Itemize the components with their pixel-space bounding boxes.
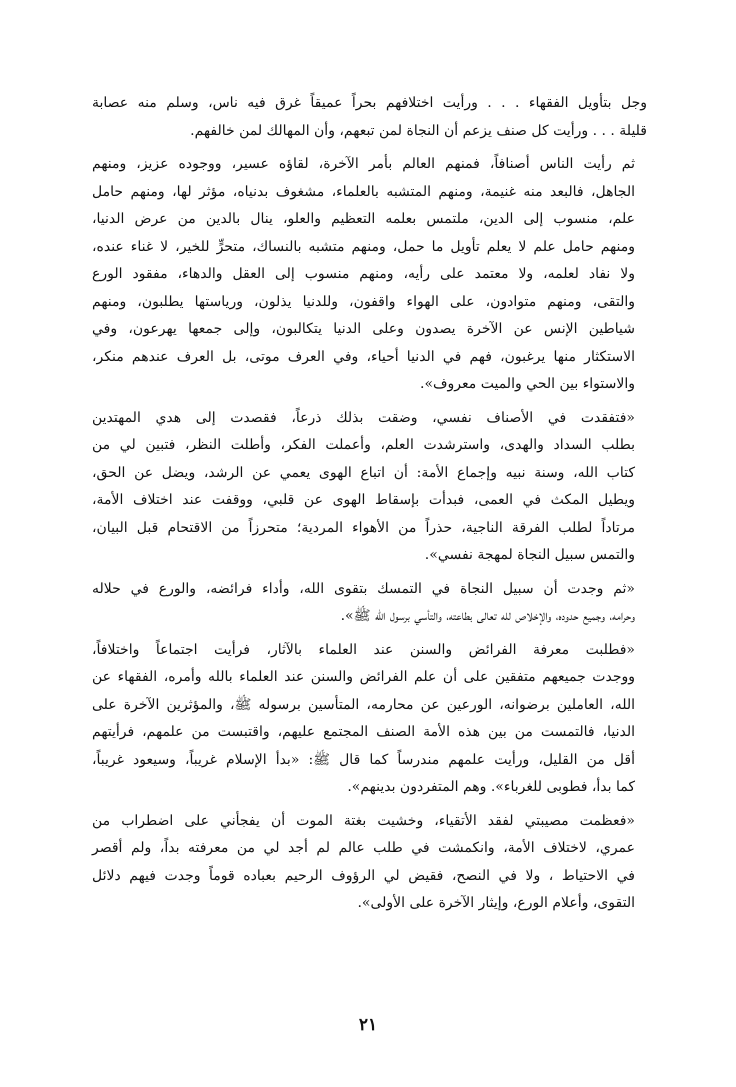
paragraph — [92, 151, 647, 399]
text-line: شياطين الإنس عن الآخرة يصدون وعلى الدنيا يتكالبون، وإلى جمعها يهرعون، وفي — [92, 321, 635, 337]
text-line: «ثم وجدت أن سبيل النجاة في التمسك بتقوى الله، وأداء فرائضه، والورع في حلاله — [92, 580, 635, 597]
text-line: الدنيا، فالتمست من بين هذه الأمة الصنف المجتمع عليهم، واقتبست من علمهم، فرأيتهم — [92, 724, 635, 740]
text-line: مرتاداً لطلب الفرقة الناجية، حذراً من الأهواء المردية؛ متحرزاً من الاقتحام قبل البيان، — [92, 519, 635, 536]
text-line: في الاحتياط ، ولا في النصح، فقيض لي الرؤوف الرحيم بعباده قوماً وجدت فيهم دلائل — [92, 867, 635, 884]
text-line: قليلة . . . ورأيت كل صنف يزعم أن النجاة لمن تبعهم، وأن المهالك لمن خالفهم. — [190, 122, 647, 139]
text-line: التقوى، وأعلام الورع، وإيثار الآخرة على الأولى». — [357, 895, 635, 911]
text-line: وحرامه، وجميع حدوده، والإخلاص لله تعالى بطاعته، والتأسي برسول الله ﷺ». — [340, 608, 635, 624]
text-line: عمري، لاختلاف الأمة، وانكمشت في طلب عالم لم أجد لي من معرفته بداً، ولم أقصر — [92, 840, 635, 856]
text-line: «فعظمت مصيبتي لفقد الأتقياء، وخشيت بغتة الموت أن يفجأني على اضطراب من — [92, 812, 635, 829]
text-line: ومنهم حامل علم لا يعلم تأويل ما حمل، ومنهم متشبه بالنساك، متحرٍّ للخير، لا غناء عنده، — [92, 238, 635, 255]
text-line: الجاهل، فالبعد منه غنيمة، ومنهم المتشبه بالعلماء، مشغوف بدنياه، مؤثر لها، ومنهم حامل — [92, 183, 635, 200]
paragraph — [92, 637, 647, 802]
text-line: الله، العاملين برضوانه، الورعين عن محارمه، المتأسين برسوله ﷺ، والمؤثرين الآخرة على — [92, 696, 635, 713]
text-line: أقل من القليل، ورأيت علمهم مندرساً كما قال ﷺ: «بدأ الإسلام غريباً، وسيعود غريباً، — [92, 751, 635, 768]
page-body — [92, 90, 647, 924]
text-line: وجل بتأويل الفقهاء . . . ورأيت اختلافهم بحراً عميقاً غرق فيه ناس، وسلم منه عصابة — [92, 95, 647, 111]
paragraph — [92, 90, 647, 145]
text-line: والتمس سبيل النجاة لمهجة نفسي». — [424, 547, 635, 563]
text-line: «فطلبت معرفة الفرائض والسنن عند العلماء بالآثار، فرأيت اجتماعاً واختلافاً، — [92, 641, 635, 658]
paragraph — [92, 808, 647, 918]
text-line: «فتفقدت في الأصناف نفسي، وضقت بذلك ذرعاً، فقصدت إلى هدي المهتدين — [92, 409, 635, 426]
text-line: والاستواء بين الحي والميت معروف». — [420, 376, 635, 392]
text-line: ولا نفاد لعلمه، ولا معتمد على رأيه، ومنهم منسوب إلى العقل والدهاء، مفقود الورع — [92, 266, 635, 282]
text-line: والتقى، ومنهم متوادون، على الهواء واقفون، وللدنيا يذلون، ورياستها يطلبون، ومنهم — [92, 293, 635, 310]
page-number: ٢١ — [358, 1015, 378, 1035]
text-line: كما بدأ، فطوبى للغرباء». وهم المتفردون بدينهم». — [347, 779, 635, 795]
text-line: ووجدت جميعهم متفقين على أن علم الفرائض والسنن عند العلماء بالله وأمره، الفقهاء عن — [92, 669, 635, 685]
text-line: ثم رأيت الناس أصنافاً، فمنهم العالم بأمر الآخرة، لقاؤه عسير، ووجوده عزيز، ومنهم — [92, 156, 635, 172]
paragraph — [92, 405, 647, 570]
text-line: كتاب الله، وسنة نبيه وإجماع الأمة: أن اتباع الهوى يعمي عن الرشد، ويضل عن الحق، — [92, 464, 635, 481]
text-line: ويطيل المكث في العمى، فبدأت بإسقاط الهوى عن قلبي، ووقفت عند اختلاف الأمة، — [92, 492, 635, 508]
text-line: علم، منسوب إلى الدين، ملتمس بعلمه التعظيم والعلو، ينال بالدين من عرض الدنيا، — [92, 211, 635, 227]
paragraph — [92, 576, 647, 631]
text-line: الاستكثار منها يرغبون، فهم في الدنيا أحياء، وفي العرف موتى، بل العرف عندهم منكر، — [92, 348, 635, 365]
text-line: بطلب السداد والهدى، واسترشدت العلم، وأعملت الفكر، وأطلت النظر، فتبين لي من — [92, 437, 635, 453]
